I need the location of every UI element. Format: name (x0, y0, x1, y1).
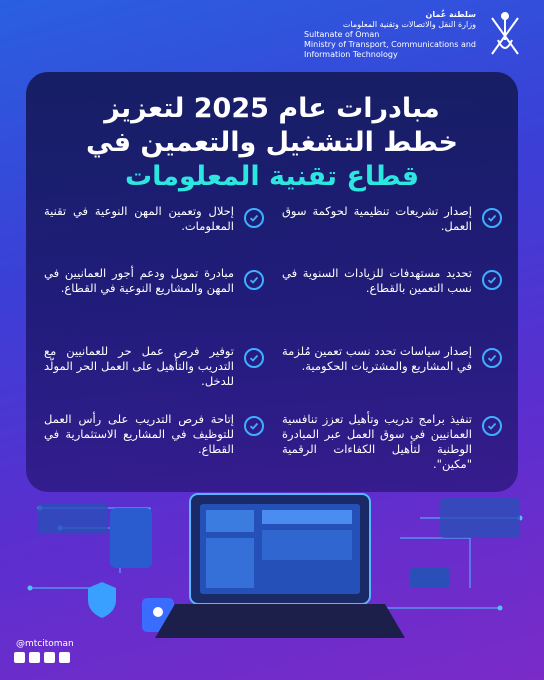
list-item (44, 266, 264, 296)
check-icon (482, 270, 502, 290)
org-name (304, 10, 476, 60)
list-item (44, 344, 264, 389)
facebook-icon[interactable] (44, 652, 55, 663)
item-text: إتاحة فرص التدريب على رأس العمل للتوظيف في المشاريع الاستثمارية في القطاع. (44, 412, 234, 456)
org-ar-1: سلطنة عُمان (425, 10, 476, 19)
check-icon (482, 348, 502, 368)
social-icons (14, 652, 70, 663)
instagram-icon[interactable] (14, 652, 25, 663)
page-title (40, 92, 504, 194)
org-en-1: Sultanate of Oman (304, 30, 380, 39)
item-text: إحلال وتعمين المهن النوعية في تقنية المعلومات. (44, 204, 234, 233)
item-text: إصدار سياسات تحدد نسب تعمين مُلزمة في المشاريع والمشتريات الحكومية. (282, 344, 472, 373)
check-icon (244, 348, 264, 368)
list-item (282, 344, 502, 374)
list-item (44, 412, 264, 457)
check-icon (244, 270, 264, 290)
item-text: إصدار تشريعات تنظيمية لحوكمة سوق العمل. (282, 204, 472, 233)
title-line-3: قطاع تقنية المعلومات (124, 161, 420, 192)
laptop-icon (155, 494, 405, 638)
check-icon (482, 416, 502, 436)
youtube-icon[interactable] (59, 652, 70, 663)
item-text: توفير فرص عمل حر للعمانيين مع التدريب والتأهيل على العمل الحر المولّد للدخل. (44, 344, 234, 388)
item-text: تنفيذ برامج تدريب وتأهيل تعزز تنافسية العمانيين في سوق العمل عبر المبادرة الوطنية لتأهيل الكفاءات الرقمية "مكين". (282, 412, 472, 471)
header (304, 10, 526, 62)
oman-emblem-icon (484, 10, 526, 62)
x-icon[interactable] (29, 652, 40, 663)
item-text: مبادرة تمويل ودعم أجور العمانيين في المهن والمشاريع النوعية في القطاع. (44, 266, 234, 295)
title-line-1: مبادرات عام 2025 لتعزيز (104, 93, 440, 124)
list-item (44, 204, 264, 234)
title-line-2: خطط التشغيل والتعمين في (86, 127, 458, 158)
check-icon (244, 208, 264, 228)
list-item (282, 412, 502, 472)
item-text: تحديد مستهدفات للزيادات السنوية في نسب التعمين بالقطاع. (282, 266, 472, 295)
check-icon (482, 208, 502, 228)
org-en-2: Ministry of Transport, Communications and (304, 40, 476, 49)
org-en-3: Information Technology (304, 50, 398, 59)
check-icon (244, 416, 264, 436)
tech-illustration (0, 478, 544, 648)
shield-icon (88, 582, 116, 618)
social-handle: @mtcitoman (16, 639, 74, 649)
org-ar-2: وزارة النقل والاتصالات وتقنية المعلومات (342, 20, 476, 29)
list-item (282, 266, 502, 296)
list-item (282, 204, 502, 234)
